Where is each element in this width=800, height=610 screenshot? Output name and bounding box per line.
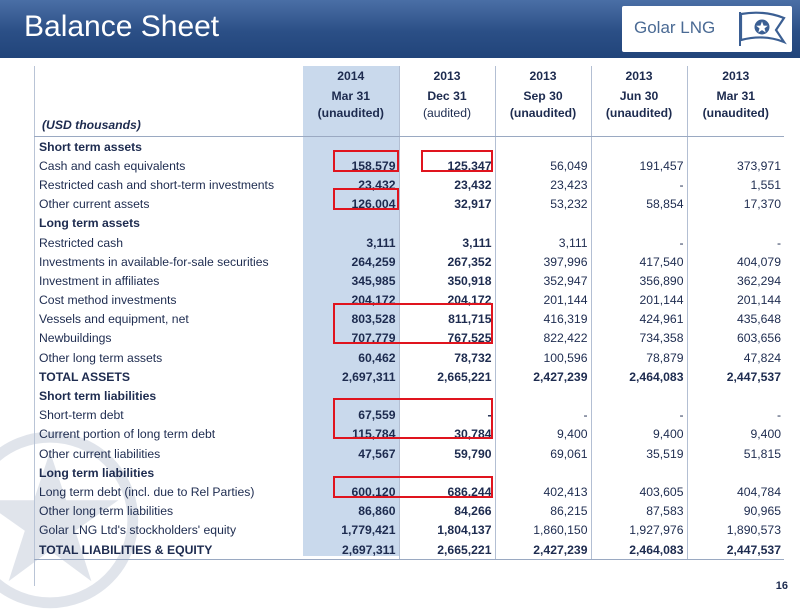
cell-value: 191,457	[591, 156, 687, 175]
cell-value: -	[591, 175, 687, 194]
col-year: 2013	[591, 66, 687, 86]
highlight-box	[333, 398, 493, 439]
cell-value: 403,605	[591, 482, 687, 501]
cell-value: 267,352	[399, 252, 495, 271]
cell-value: 201,144	[495, 291, 591, 310]
cell-value: 397,996	[495, 252, 591, 271]
cell-value: 51,815	[687, 444, 784, 463]
cell-value: 2,464,083	[591, 367, 687, 386]
header-row-date	[34, 86, 784, 106]
cell-value: 100,596	[495, 348, 591, 367]
flag-icon	[736, 10, 788, 48]
cell-value: 78,732	[399, 348, 495, 367]
row-label: Short term assets	[39, 139, 142, 154]
cell-value: -	[687, 233, 784, 252]
cell-value: 2,447,537	[687, 367, 784, 386]
cell-value: 345,985	[351, 273, 396, 288]
row-label: Restricted cash and short-term investments	[39, 177, 275, 192]
cell-value	[495, 137, 591, 157]
cell-value: 23,432	[358, 177, 396, 192]
cell-value: 2,427,239	[495, 367, 591, 386]
table-row	[34, 175, 784, 194]
cell-value: 2,665,221	[399, 367, 495, 386]
cell-value: 53,232	[495, 195, 591, 214]
row-label: Other current liabilities	[39, 446, 161, 461]
row-label: Golar LNG Ltd's stockholders' equity	[39, 523, 237, 538]
cell-value: 767,525	[399, 329, 495, 348]
cell-value: 9,400	[687, 425, 784, 444]
cell-value: -	[591, 406, 687, 425]
cell-value: 373,971	[687, 156, 784, 175]
row-label: Current portion of long term debt	[39, 427, 216, 442]
cell-value: 47,824	[687, 348, 784, 367]
cell-value: 9,400	[591, 425, 687, 444]
cell-value: 59,790	[399, 444, 495, 463]
page-title: Balance Sheet	[24, 10, 220, 43]
cell-value: 350,918	[399, 271, 495, 290]
cell-value: 3,111	[399, 233, 495, 252]
cell-value: 69,061	[495, 444, 591, 463]
table-row	[34, 348, 784, 367]
row-label: Newbuildings	[39, 331, 112, 346]
cell-value: 126,004	[351, 197, 396, 212]
cell-value: 404,079	[687, 252, 784, 271]
cell-value: 3,111	[366, 235, 396, 250]
cell-value: 201,144	[591, 291, 687, 310]
logo-text: Golar LNG	[634, 18, 716, 37]
cell-value: 404,784	[687, 482, 784, 501]
col-date: Dec 31	[399, 86, 495, 106]
cell-value: 352,947	[495, 271, 591, 290]
row-label: Other current assets	[39, 197, 150, 212]
cell-value: 87,583	[591, 502, 687, 521]
col-year: 2013	[399, 66, 495, 86]
row-label: Long term liabilities	[39, 465, 155, 480]
cell-value: 803,528	[351, 312, 396, 327]
cell-value: 56,049	[495, 156, 591, 175]
cell-value	[591, 463, 687, 482]
cell-value: 264,259	[351, 254, 396, 269]
col-status: (unaudited)	[591, 106, 687, 137]
cell-value	[591, 137, 687, 157]
cell-value: -	[495, 406, 591, 425]
header-row-year	[34, 66, 784, 86]
cell-value: 23,432	[399, 175, 495, 194]
cell-value: 30,784	[399, 425, 495, 444]
row-label: Long term debt (incl. due to Rel Parties)	[39, 484, 255, 499]
cell-value: 17,370	[687, 195, 784, 214]
row-label: Other long term assets	[39, 350, 163, 365]
cell-value	[687, 214, 784, 233]
cell-value: 600,120	[351, 484, 396, 499]
cell-value: 2,697,311	[341, 369, 396, 384]
col-status: (audited)	[399, 106, 495, 137]
cell-value: 158,579	[351, 158, 396, 173]
row-label: Long term assets	[39, 216, 140, 231]
table-row	[34, 271, 784, 290]
cell-value: 1,927,976	[591, 521, 687, 540]
table-row	[34, 195, 784, 214]
table-row	[34, 252, 784, 271]
col-status: (unaudited)	[687, 106, 784, 137]
cell-value: 115,784	[352, 427, 396, 442]
cell-value: 67,559	[358, 408, 396, 423]
cell-value: 1,804,137	[399, 521, 495, 540]
cell-value: 9,400	[495, 425, 591, 444]
row-label: Cash and cash equivalents	[39, 158, 186, 173]
cell-value: 3,111	[495, 233, 591, 252]
col-date: Sep 30	[495, 86, 591, 106]
cell-value: 2,697,311	[303, 540, 399, 560]
cell-value: 47,567	[358, 446, 396, 461]
slide-header	[0, 0, 800, 58]
cell-value	[687, 463, 784, 482]
row-label: Vessels and equipment, net	[39, 312, 189, 327]
highlight-box	[333, 150, 399, 172]
col-status: (unaudited)	[303, 106, 399, 137]
cell-value	[591, 214, 687, 233]
row-label: Restricted cash	[39, 235, 123, 250]
table-row	[34, 233, 784, 252]
cell-value	[495, 386, 591, 405]
cell-value: 58,854	[591, 195, 687, 214]
table-row	[34, 214, 784, 233]
row-label: Short-term debt	[39, 408, 124, 423]
row-label: Other long term liabilities	[39, 504, 174, 519]
cell-value	[687, 386, 784, 405]
row-label: Cost method investments	[39, 293, 177, 308]
highlight-box	[421, 150, 493, 172]
cell-value: 32,917	[399, 195, 495, 214]
cell-value: 78,879	[591, 348, 687, 367]
col-date: Mar 31	[331, 89, 371, 103]
cell-value: 707,779	[351, 331, 396, 346]
table-row	[34, 156, 784, 175]
cell-value: 424,961	[591, 310, 687, 329]
cell-value: 402,413	[495, 482, 591, 501]
row-label: TOTAL ASSETS	[39, 369, 130, 384]
cell-value: 2,447,537	[687, 540, 784, 560]
cell-value: 1,551	[687, 175, 784, 194]
table-row	[34, 521, 784, 540]
row-label: TOTAL LIABILITIES & EQUITY	[34, 540, 303, 560]
cell-value: 686,244	[399, 482, 495, 501]
cell-value: 822,422	[495, 329, 591, 348]
units-label: (USD thousands)	[34, 106, 303, 137]
page-number: 16	[775, 580, 788, 592]
cell-value: 86,215	[495, 502, 591, 521]
cell-value: 811,715	[399, 310, 495, 329]
cell-value	[591, 386, 687, 405]
header-row-status	[34, 106, 784, 137]
highlight-box	[333, 476, 493, 498]
cell-value	[399, 214, 495, 233]
cell-value: 603,656	[687, 329, 784, 348]
table-row	[34, 444, 784, 463]
col-year: 2013	[495, 66, 591, 86]
row-label: Short term liabilities	[39, 389, 157, 404]
cell-value: 204,172	[351, 293, 396, 308]
col-date: Mar 31	[687, 86, 784, 106]
cell-value: 35,519	[591, 444, 687, 463]
cell-value: 362,294	[687, 271, 784, 290]
row-label: Investments in available-for-sale securities	[39, 254, 269, 269]
table-row	[34, 367, 784, 386]
row-label: Investment in affiliates	[39, 273, 160, 288]
col-status: (unaudited)	[495, 106, 591, 137]
cell-value: 734,358	[591, 329, 687, 348]
table-row	[34, 137, 784, 157]
cell-value: 416,319	[495, 310, 591, 329]
company-logo	[622, 6, 792, 52]
cell-value: 2,464,083	[591, 540, 687, 560]
cell-value: -	[399, 406, 495, 425]
cell-value: 417,540	[591, 252, 687, 271]
cell-value: 1,890,573	[687, 521, 784, 540]
cell-value: -	[687, 406, 784, 425]
table-row	[34, 502, 784, 521]
cell-value: 125,347	[399, 156, 495, 175]
cell-value: 90,965	[687, 502, 784, 521]
cell-value: 201,144	[687, 291, 784, 310]
highlight-box	[333, 188, 399, 210]
highlight-box	[333, 303, 493, 344]
cell-value: 2,427,239	[495, 540, 591, 560]
table-row	[34, 540, 784, 560]
cell-value	[687, 137, 784, 157]
col-date: Jun 30	[591, 86, 687, 106]
col-year: 2013	[687, 66, 784, 86]
cell-value: 2,665,221	[399, 540, 495, 560]
cell-value: 1,860,150	[495, 521, 591, 540]
cell-value	[495, 463, 591, 482]
cell-value: -	[591, 233, 687, 252]
cell-value: 60,462	[358, 350, 396, 365]
cell-value	[303, 214, 399, 233]
cell-value: 84,266	[399, 502, 495, 521]
cell-value: 356,890	[591, 271, 687, 290]
cell-value: 435,648	[687, 310, 784, 329]
col-year: 2014	[337, 69, 365, 83]
cell-value: 86,860	[358, 504, 396, 519]
cell-value: 204,172	[399, 291, 495, 310]
cell-value: 23,423	[495, 175, 591, 194]
cell-value: 1,779,421	[341, 523, 396, 538]
cell-value	[495, 214, 591, 233]
